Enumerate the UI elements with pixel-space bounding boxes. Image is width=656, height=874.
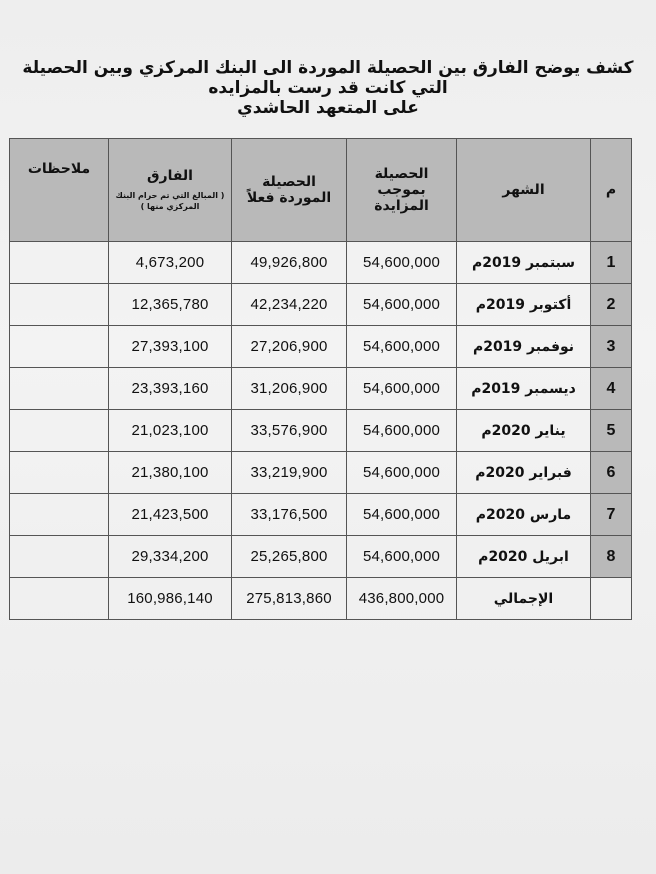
row-auction-cell: 54,600,000 [347, 536, 457, 578]
row-index-cell: 7 [591, 494, 632, 536]
total-label-cell: الإجمالي [457, 578, 591, 620]
revenue-table [9, 138, 632, 620]
row-supplied-cell: 42,234,220 [232, 284, 347, 326]
table-row [10, 326, 632, 368]
row-difference-cell: 12,365,780 [109, 284, 232, 326]
row-month-cell: نوفمبر 2019م [457, 326, 591, 368]
row-month-cell: مارس 2020م [457, 494, 591, 536]
header-month: الشهر [457, 139, 591, 242]
table-row [10, 368, 632, 410]
row-supplied-cell: 25,265,800 [232, 536, 347, 578]
row-difference-cell: 27,393,100 [109, 326, 232, 368]
row-index-cell: 4 [591, 368, 632, 410]
row-index-cell: 2 [591, 284, 632, 326]
document-title: كشف يوضح الفارق بين الحصيلة الموردة الى البنك المركزي وبين الحصيلة التي كانت قد رست بالمزايده [22, 58, 634, 98]
row-month-cell: يناير 2020م [457, 410, 591, 452]
row-notes-cell [10, 452, 109, 494]
row-notes-cell [10, 284, 109, 326]
row-index-cell: 8 [591, 536, 632, 578]
total-auction-cell: 436,800,000 [347, 578, 457, 620]
row-notes-cell [10, 242, 109, 284]
header-index: م [591, 139, 632, 242]
header-notes: ملاحظات [10, 139, 109, 242]
table-row [10, 536, 632, 578]
row-month-cell: سبتمبر 2019م [457, 242, 591, 284]
row-auction-cell: 54,600,000 [347, 326, 457, 368]
row-auction-cell: 54,600,000 [347, 494, 457, 536]
header-auction: الحصيلة بموجب المزايدة [347, 139, 457, 242]
row-month-cell: ابريل 2020م [457, 536, 591, 578]
row-supplied-cell: 33,219,900 [232, 452, 347, 494]
document-subtitle: على المتعهد الحاشدي [237, 98, 419, 118]
row-index-cell: 6 [591, 452, 632, 494]
row-supplied-cell: 49,926,800 [232, 242, 347, 284]
row-month-cell: فبراير 2020م [457, 452, 591, 494]
row-notes-cell [10, 368, 109, 410]
table-row [10, 452, 632, 494]
header-difference: الفارق ( المبالغ التي تم حرام البنك المركزي منها ) [109, 139, 232, 242]
row-auction-cell: 54,600,000 [347, 284, 457, 326]
row-supplied-cell: 31,206,900 [232, 368, 347, 410]
table-row [10, 494, 632, 536]
table-row [10, 410, 632, 452]
row-difference-cell: 23,393,160 [109, 368, 232, 410]
row-notes-cell [10, 494, 109, 536]
header-supplied: الحصيلة الموردة فعلاً [232, 139, 347, 242]
total-row [10, 578, 632, 620]
row-month-cell: أكتوبر 2019م [457, 284, 591, 326]
row-difference-cell: 4,673,200 [109, 242, 232, 284]
row-supplied-cell: 33,176,500 [232, 494, 347, 536]
row-auction-cell: 54,600,000 [347, 368, 457, 410]
header-difference-note: ( المبالغ التي تم حرام البنك المركزي منها ) [115, 191, 225, 211]
row-notes-cell [10, 536, 109, 578]
row-month-cell: ديسمبر 2019م [457, 368, 591, 410]
row-difference-cell: 21,423,500 [109, 494, 232, 536]
row-notes-cell [10, 326, 109, 368]
table-row [10, 242, 632, 284]
row-auction-cell: 54,600,000 [347, 410, 457, 452]
row-difference-cell: 29,334,200 [109, 536, 232, 578]
total-notes-cell [10, 578, 109, 620]
table-row [10, 284, 632, 326]
row-notes-cell [10, 410, 109, 452]
row-index-cell: 3 [591, 326, 632, 368]
row-difference-cell: 21,023,100 [109, 410, 232, 452]
row-auction-cell: 54,600,000 [347, 452, 457, 494]
row-auction-cell: 54,600,000 [347, 242, 457, 284]
row-supplied-cell: 27,206,900 [232, 326, 347, 368]
row-supplied-cell: 33,576,900 [232, 410, 347, 452]
row-index-cell: 1 [591, 242, 632, 284]
table-header-row [10, 139, 632, 242]
row-difference-cell: 21,380,100 [109, 452, 232, 494]
total-index-cell [591, 578, 632, 620]
total-difference-cell: 160,986,140 [109, 578, 232, 620]
total-supplied-cell: 275,813,860 [232, 578, 347, 620]
row-index-cell: 5 [591, 410, 632, 452]
